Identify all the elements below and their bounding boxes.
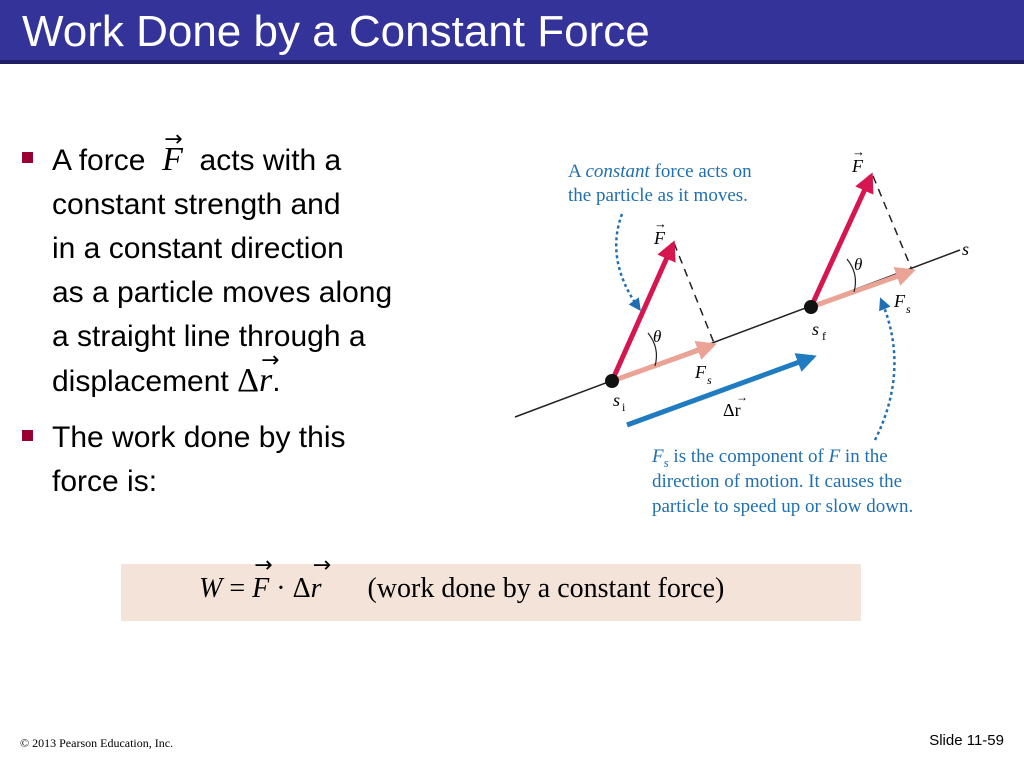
bullet-line: constant strength and <box>52 188 341 221</box>
projection-dash-left <box>674 243 714 343</box>
svg-text:F: F <box>654 228 665 248</box>
svg-text:s: s <box>613 390 621 410</box>
formula-box <box>121 564 861 621</box>
bullet-line: displacement Δ→ r. <box>52 359 500 404</box>
svg-text:s: s <box>812 319 820 339</box>
axis-label: s <box>962 239 970 259</box>
slide-title: Work Done by a Constant Force <box>22 7 650 56</box>
work-diagram <box>510 140 990 525</box>
force-vector-symbol: → F <box>162 138 183 182</box>
label-theta-left: θ <box>653 327 662 346</box>
bullet-line: in a constant direction <box>52 232 344 265</box>
svg-text:F: F <box>894 291 905 311</box>
label-s-final <box>812 319 826 343</box>
bullet-marker <box>22 152 33 163</box>
callout-bottom-line3: particle to speed up or slow down. <box>652 496 914 517</box>
bullet-marker <box>22 430 33 441</box>
svg-text:→: → <box>852 144 865 159</box>
svg-text:i: i <box>622 400 626 414</box>
svg-text:→: → <box>654 216 667 231</box>
title-bar <box>0 0 1024 64</box>
bullet-item-2 <box>20 416 500 504</box>
callout-bottom-line2: direction of motion. It causes the <box>652 471 903 492</box>
bullet-line: a straight line through a <box>52 320 366 353</box>
label-F-left <box>653 216 667 248</box>
label-Fs-left <box>694 362 712 387</box>
svg-text:s: s <box>906 302 911 316</box>
bullet-list <box>20 138 500 516</box>
delta-symbol: Δ <box>237 362 259 399</box>
callout-bottom-line1: $F_s$ is the component of F in the <box>652 446 888 470</box>
bullet-item-1 <box>20 138 500 404</box>
formula-note: (work done by a constant force) <box>367 573 725 604</box>
callout-top-pointer <box>616 214 638 307</box>
callout-bottom-pointer <box>875 302 894 440</box>
callout-top-line1: A constant force acts on <box>568 161 752 182</box>
svg-text:f: f <box>822 329 826 343</box>
title-rule <box>0 60 1024 64</box>
footer-copyright: © 2013 Pearson Education, Inc. <box>20 736 174 750</box>
bullet-line: force is: <box>52 465 158 498</box>
label-delta-r <box>723 390 748 420</box>
bullet-line: as a particle moves along <box>52 276 393 309</box>
work-formula: W = → F · Δ→ r (work done by a constant force) <box>199 573 724 605</box>
label-Fs-right <box>893 291 911 316</box>
particle-initial-dot <box>605 374 619 388</box>
bullet-line: A force → F acts with a <box>52 138 500 183</box>
projection-dash-right <box>873 176 912 270</box>
callout-top-line2: the particle as it moves. <box>568 185 748 206</box>
displacement-vector-symbol: → r <box>259 359 272 403</box>
svg-text:→: → <box>736 390 748 404</box>
formula-force-symbol: → F <box>252 573 269 605</box>
bullet-line: The work done by this <box>52 421 346 454</box>
particle-final-dot <box>804 300 818 314</box>
label-s-initial <box>613 390 626 414</box>
svg-text:F: F <box>852 156 863 176</box>
label-theta-right: θ <box>854 255 863 274</box>
svg-text:F: F <box>695 362 706 382</box>
formula-displacement-symbol: → r <box>311 573 322 605</box>
svg-text:Δr: Δr <box>723 400 741 420</box>
slide-number: Slide 11-59 <box>929 732 1004 749</box>
label-F-right <box>851 144 865 176</box>
svg-text:s: s <box>707 373 712 387</box>
